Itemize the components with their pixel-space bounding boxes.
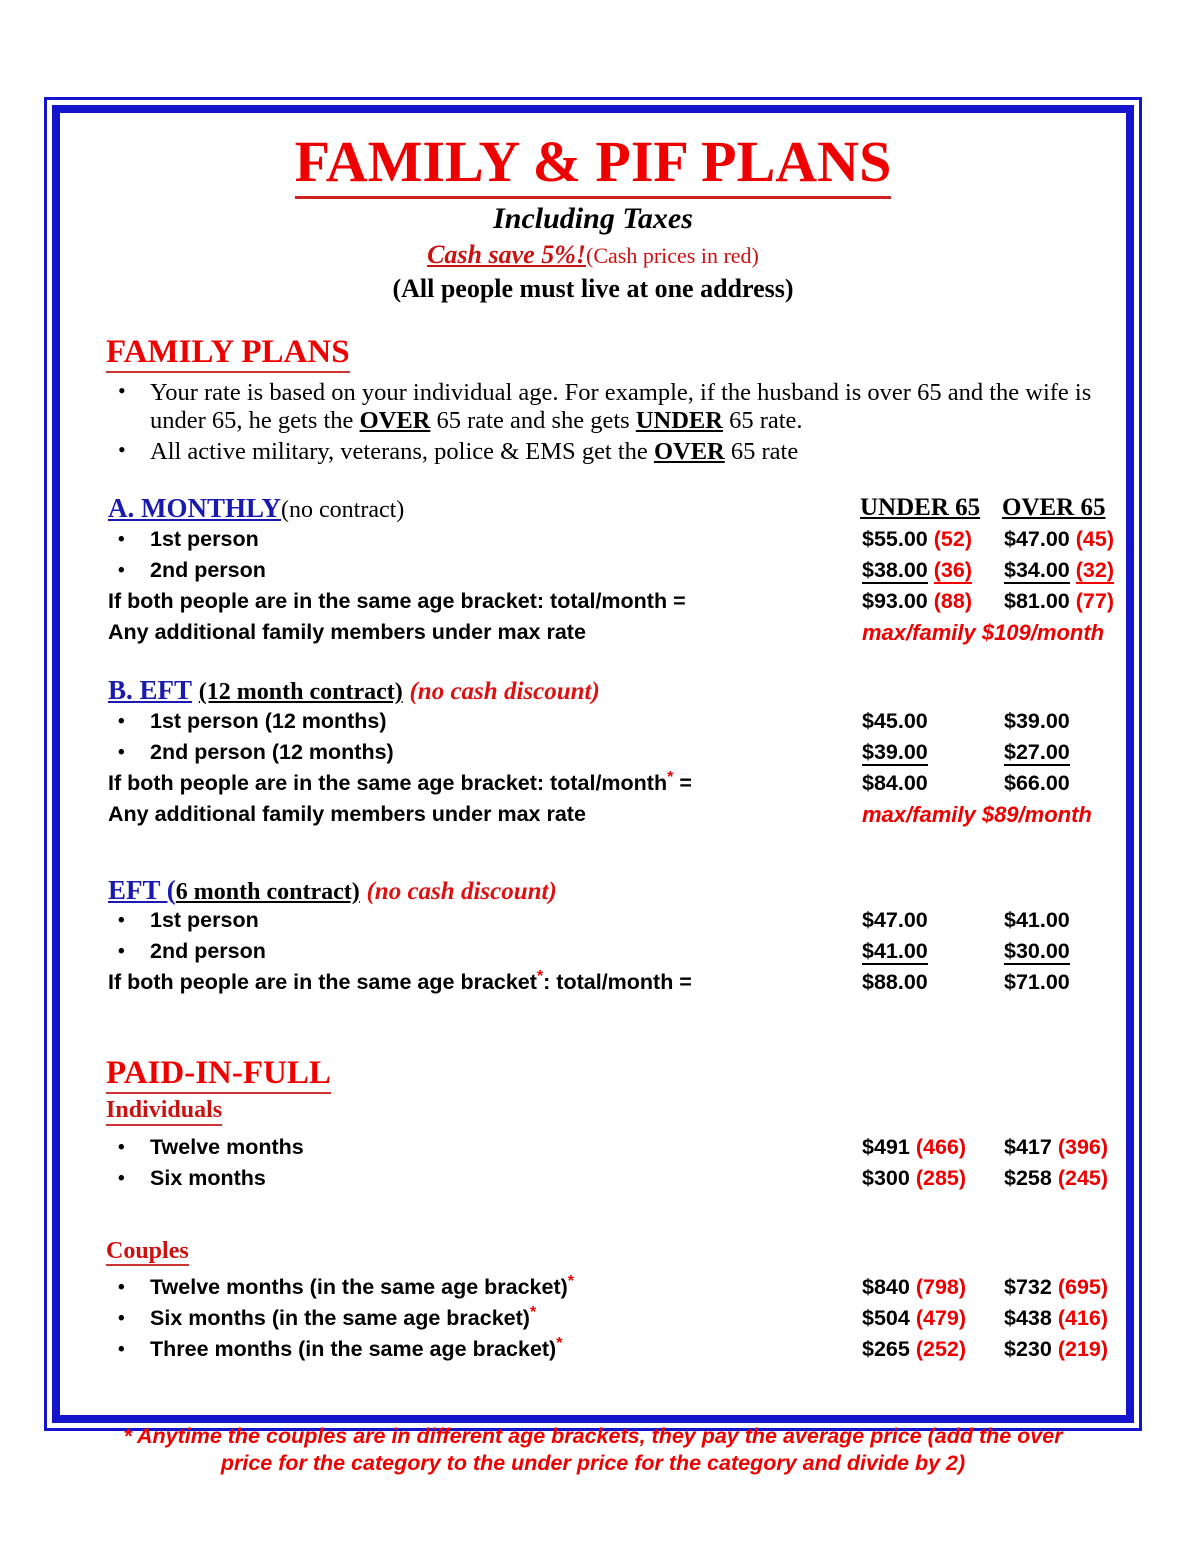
bullet-text-part2: 65 rate and she gets xyxy=(430,407,636,435)
row-label-text: Six months (in the same age bracket) xyxy=(150,1305,530,1330)
eft12-heading-contract: (12 month contract) xyxy=(198,678,403,705)
bullet-text-part1: All active military, veterans, police & EMS get the xyxy=(150,437,654,465)
couples-heading: Couples xyxy=(106,1238,189,1266)
family-plans-bullet-list xyxy=(82,379,1104,466)
price-under-65 xyxy=(862,905,928,936)
price-amount: $34.00 xyxy=(1004,557,1070,582)
footnote-asterisk: * xyxy=(536,968,544,986)
price-amount: $39.00 xyxy=(1004,708,1070,733)
price-amount: $840 xyxy=(862,1274,910,1299)
max-family-rate: max/family $109/month xyxy=(862,619,1105,645)
price-amount: $41.00 xyxy=(862,939,928,964)
price-under-65 xyxy=(862,555,972,586)
monthly-heading xyxy=(82,494,1104,524)
bullet-emphasis-under: UNDER xyxy=(635,407,723,435)
page-content xyxy=(60,113,1126,1476)
row-label xyxy=(82,768,692,799)
row-label: 2nd person (12 months) xyxy=(150,739,394,764)
price-under-65 xyxy=(862,706,928,737)
row-label: Twelve months xyxy=(150,1134,304,1159)
price-amount: $47.00 xyxy=(862,908,928,933)
price-over-65 xyxy=(1004,737,1070,768)
paid-in-full-heading-wrap xyxy=(106,1050,1104,1094)
max-family-rate: max/family $89/month xyxy=(862,801,1092,827)
table-row xyxy=(82,586,1114,617)
table-row-max-family xyxy=(82,799,1104,830)
row-label-text: Twelve months (in the same age bracket) xyxy=(150,1274,568,1299)
table-row xyxy=(82,967,1104,998)
table-row xyxy=(82,768,1104,799)
price-cash: (396) xyxy=(1057,1134,1109,1159)
price-under-65 xyxy=(862,936,928,967)
price-cash: (798) xyxy=(915,1274,967,1299)
individuals-section xyxy=(82,1132,1109,1194)
price-cash: (695) xyxy=(1057,1274,1109,1299)
price-cash: (416) xyxy=(1057,1305,1109,1330)
price-over-65 xyxy=(1004,1272,1108,1303)
row-label: Any additional family members under max rate xyxy=(108,801,586,826)
price-amount: $732 xyxy=(1004,1274,1052,1299)
table-row xyxy=(82,1334,1109,1365)
price-cash: (245) xyxy=(1057,1165,1109,1190)
column-header-over-65: OVER 65 xyxy=(1002,494,1106,522)
row-label: 1st person (12 months) xyxy=(150,708,387,733)
table-row xyxy=(82,524,1114,555)
price-over-65 xyxy=(1004,1163,1108,1194)
bullet-emphasis-over: OVER xyxy=(359,407,431,435)
eft6-heading-label: EFT ( xyxy=(108,874,176,905)
price-over-65 xyxy=(1004,706,1070,737)
price-under-65 xyxy=(862,586,972,617)
price-amount: $71.00 xyxy=(1004,970,1070,995)
price-over-65 xyxy=(1004,555,1114,586)
row-label: If both people are in the same age bracket: total/month = xyxy=(108,588,686,613)
table-row xyxy=(82,1163,1109,1194)
price-amount: $41.00 xyxy=(1004,908,1070,933)
row-label: 2nd person xyxy=(150,557,266,582)
price-under-65 xyxy=(862,1163,966,1194)
footnote-asterisk: * xyxy=(556,1334,563,1352)
table-row xyxy=(82,555,1114,586)
eft12-heading-label: B. EFT xyxy=(108,674,193,705)
eft12-heading xyxy=(82,676,1104,706)
row-label-text: Three months (in the same age bracket) xyxy=(150,1336,557,1361)
page-border-inner xyxy=(52,105,1134,1476)
price-cash: (252) xyxy=(915,1336,967,1361)
row-label-text: If both people are in the same age bracket xyxy=(108,970,537,995)
monthly-heading-note: (no contract) xyxy=(281,497,405,524)
price-cash: (479) xyxy=(915,1305,967,1330)
price-cash: (36) xyxy=(933,557,972,582)
price-over-65 xyxy=(1004,1303,1108,1334)
eft12-section xyxy=(82,676,1104,830)
price-under-65 xyxy=(862,768,928,799)
price-under-65 xyxy=(862,1303,966,1334)
subtitle-including-taxes: Including Taxes xyxy=(493,202,693,235)
individuals-heading-wrap xyxy=(106,1097,1104,1125)
paid-in-full-heading: PAID-IN-FULL xyxy=(106,1055,331,1094)
cash-prices-note: (Cash prices in red) xyxy=(586,243,759,268)
list-item xyxy=(82,438,1104,466)
price-under-65 xyxy=(862,1132,966,1163)
price-over-65 xyxy=(1004,936,1070,967)
price-amount: $491 xyxy=(862,1134,910,1159)
footnote-asterisk: * xyxy=(667,768,674,786)
cash-save-text: Cash save 5%! xyxy=(427,240,586,269)
bullet-text-part3: 65 rate. xyxy=(722,407,803,435)
family-plans-heading: FAMILY PLANS xyxy=(106,334,350,373)
row-label xyxy=(82,1303,536,1334)
individuals-heading: Individuals xyxy=(106,1097,222,1125)
table-row xyxy=(82,737,1104,768)
price-over-65 xyxy=(1004,905,1070,936)
price-amount: $84.00 xyxy=(862,770,928,795)
bullet-emphasis-over: OVER xyxy=(653,437,725,465)
price-amount: $27.00 xyxy=(1004,739,1070,764)
eft12-heading-discount-note: (no cash discount) xyxy=(409,677,600,705)
footnote-line-2: price for the category to the under price for the category and divide by 2) xyxy=(220,1451,966,1476)
price-cash: (32) xyxy=(1075,557,1114,582)
price-under-65 xyxy=(862,524,972,555)
eft6-heading-discount-note: (no cash discount) xyxy=(366,877,557,905)
couples-heading-wrap xyxy=(106,1238,1104,1266)
footnote-line-1: * Anytime the couples are in different age brackets, they pay the average price (add the over xyxy=(123,1423,1063,1448)
column-header-under-65: UNDER 65 xyxy=(860,494,981,522)
row-label: 2nd person xyxy=(150,939,266,964)
price-amount: $30.00 xyxy=(1004,939,1070,964)
eft6-heading xyxy=(82,876,1104,906)
footnote xyxy=(108,1423,1078,1478)
price-over-65 xyxy=(1004,1132,1108,1163)
price-cash: (52) xyxy=(933,526,972,551)
footnote-asterisk: * xyxy=(567,1272,575,1290)
price-amount: $81.00 xyxy=(1004,588,1070,613)
price-cash: (219) xyxy=(1057,1336,1109,1361)
price-cash: (77) xyxy=(1075,588,1114,613)
price-amount: $93.00 xyxy=(862,588,928,613)
footnote-asterisk: * xyxy=(529,1303,537,1321)
price-cash: (88) xyxy=(933,588,972,613)
subtitle-cash-save xyxy=(82,240,1104,270)
row-label: 1st person xyxy=(150,908,259,933)
price-amount: $39.00 xyxy=(862,739,928,764)
price-under-65 xyxy=(862,967,928,998)
bullet-text-part2: 65 rate xyxy=(724,437,799,465)
row-label-suffix: = xyxy=(673,770,692,795)
price-amount: $258 xyxy=(1004,1165,1052,1190)
price-amount: $504 xyxy=(862,1305,910,1330)
price-amount: $438 xyxy=(1004,1305,1052,1330)
price-over-65 xyxy=(1004,524,1114,555)
table-row xyxy=(82,1272,1109,1303)
row-label: 1st person xyxy=(150,526,259,551)
price-under-65 xyxy=(862,1272,966,1303)
bullet-text-part1: Your rate is based on your individual age. For example, if the husband is over 65 and the wife is under 65, he gets the xyxy=(150,378,1092,435)
price-over-65 xyxy=(1004,1334,1108,1365)
table-row xyxy=(82,936,1104,967)
family-plans-heading-wrap xyxy=(106,334,1104,373)
price-amount: $45.00 xyxy=(862,708,928,733)
price-over-65 xyxy=(1004,768,1070,799)
row-label xyxy=(82,967,692,998)
table-row-max-family xyxy=(82,617,1104,648)
price-amount: $66.00 xyxy=(1004,770,1070,795)
table-row xyxy=(82,1132,1109,1163)
price-cash: (466) xyxy=(915,1134,967,1159)
page-title-text: FAMILY & PIF PLANS xyxy=(295,129,892,199)
price-amount: $300 xyxy=(862,1165,910,1190)
page-title xyxy=(82,129,1104,194)
price-amount: $38.00 xyxy=(862,557,928,582)
price-under-65 xyxy=(862,737,928,768)
price-cash: (45) xyxy=(1075,526,1114,551)
price-over-65 xyxy=(1004,967,1070,998)
table-row xyxy=(82,905,1104,936)
price-amount: $88.00 xyxy=(862,970,928,995)
price-amount: $417 xyxy=(1004,1134,1052,1159)
eft6-heading-contract: 6 month contract) xyxy=(175,878,360,905)
row-label: Six months xyxy=(150,1165,266,1190)
eft6-section xyxy=(82,876,1104,999)
table-row xyxy=(82,1303,1109,1334)
row-label xyxy=(82,1272,574,1303)
table-row xyxy=(82,706,1104,737)
subtitle-one-address: (All people must live at one address) xyxy=(392,274,794,303)
price-amount: $47.00 xyxy=(1004,526,1070,551)
row-label: Any additional family members under max rate xyxy=(108,619,586,644)
monthly-section xyxy=(82,493,1114,648)
price-over-65 xyxy=(1004,586,1114,617)
monthly-heading-label: A. MONTHLY xyxy=(108,493,282,524)
price-amount: $265 xyxy=(862,1336,910,1361)
price-cash: (285) xyxy=(915,1165,967,1190)
price-amount: $230 xyxy=(1004,1336,1052,1361)
row-label xyxy=(82,1334,562,1365)
row-label-suffix: : total/month = xyxy=(543,970,692,995)
row-label-text: If both people are in the same age bracket: total/month xyxy=(108,770,668,795)
price-under-65 xyxy=(862,1334,966,1365)
couples-section xyxy=(82,1272,1109,1365)
price-amount: $55.00 xyxy=(862,526,928,551)
list-item xyxy=(82,379,1104,436)
page-border-outer xyxy=(44,97,1142,1476)
